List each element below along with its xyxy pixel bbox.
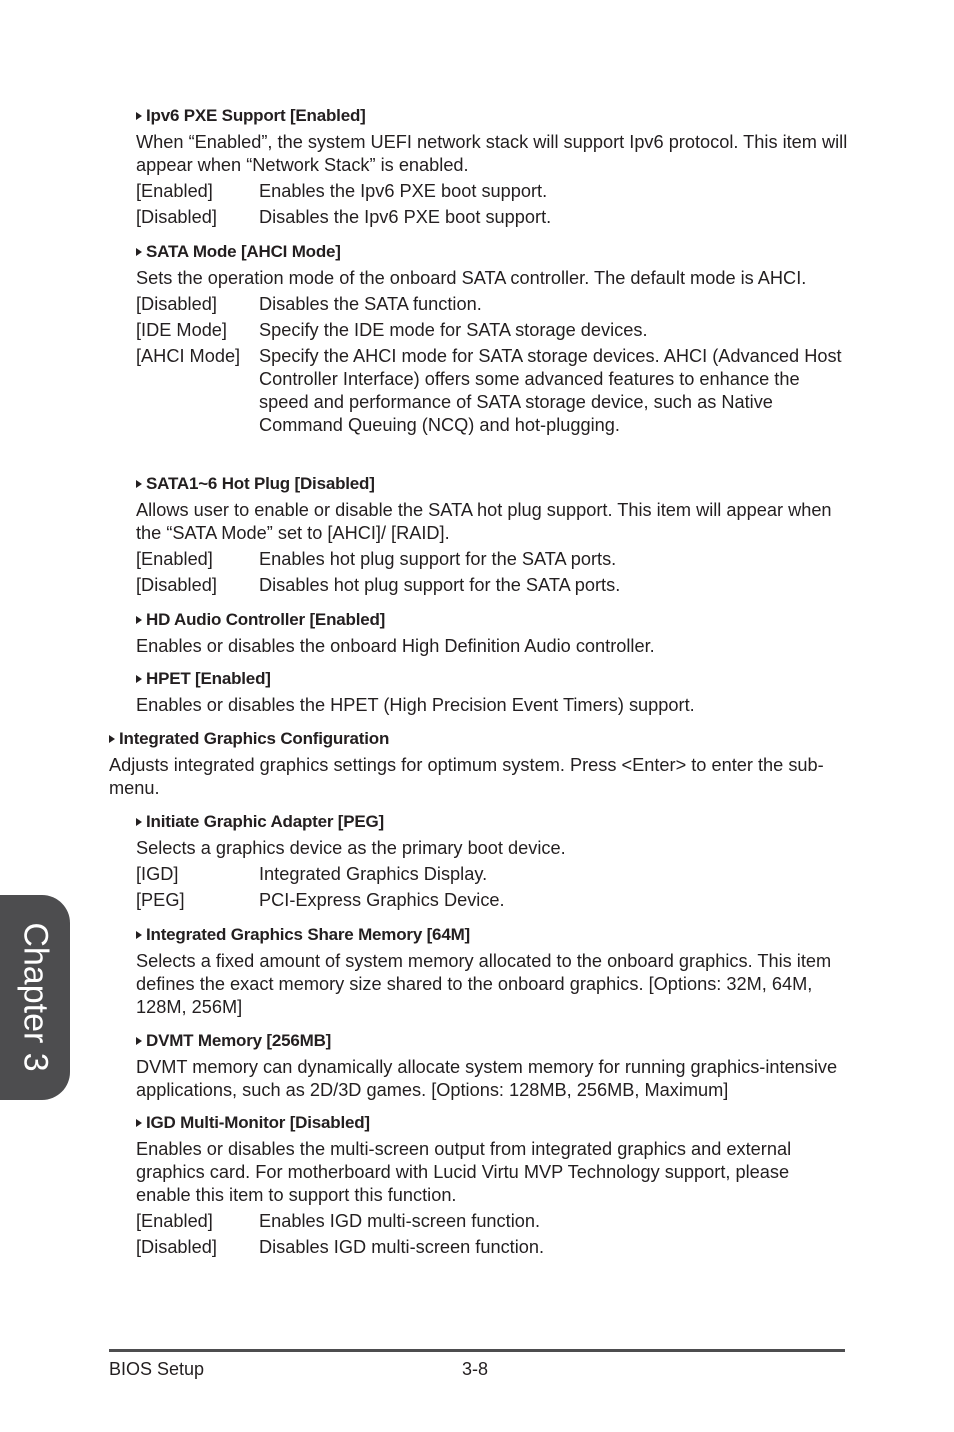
option-value: PCI-Express Graphics Device.	[259, 890, 505, 910]
option-row	[136, 206, 848, 229]
setting-description: Selects a graphics device as the primary boot device.	[136, 838, 566, 858]
bullet-triangle-icon	[136, 616, 142, 624]
setting-description: Enables or disables the onboard High Definition Audio controller.	[136, 636, 655, 656]
setting-heading-text: Initiate Graphic Adapter [PEG]	[146, 812, 385, 831]
option-row	[136, 863, 848, 886]
chapter-tab-label: Chapter 3	[16, 922, 55, 1072]
setting-description: Sets the operation mode of the onboard SATA controller. The default mode is AHCI.	[136, 268, 807, 288]
option-key: [Disabled]	[136, 294, 217, 314]
option-list	[136, 863, 848, 912]
bullet-triangle-icon	[136, 818, 142, 826]
setting-igd-multi-monitor	[136, 1112, 848, 1259]
setting-ipv6-pxe-support	[136, 105, 848, 229]
setting-heading-text: Integrated Graphics Share Memory [64M]	[146, 925, 470, 944]
option-list	[136, 293, 848, 437]
bullet-triangle-icon	[136, 1119, 142, 1127]
option-key: [Disabled]	[136, 207, 217, 227]
footer-divider	[109, 1349, 845, 1352]
setting-description: Enables or disables the HPET (High Precision Event Timers) support.	[136, 695, 695, 715]
option-value: Disables the SATA function.	[259, 294, 482, 314]
option-key: [PEG]	[136, 890, 185, 910]
setting-heading-text: SATA1~6 Hot Plug [Disabled]	[146, 474, 375, 493]
option-list	[136, 548, 848, 597]
option-value: Enables the Ipv6 PXE boot support.	[259, 181, 548, 201]
option-row	[136, 548, 848, 571]
option-row	[136, 345, 848, 437]
option-value: Enables IGD multi-screen function.	[259, 1211, 541, 1231]
setting-heading-text: Ipv6 PXE Support [Enabled]	[146, 106, 366, 125]
setting-description: Allows user to enable or disable the SATA hot plug support. This item will appear when the “SATA Mode” set to [AHCI]/ [RAID].	[136, 500, 832, 543]
setting-heading-text: SATA Mode [AHCI Mode]	[146, 242, 341, 261]
footer-page-number: 3-8	[462, 1359, 489, 1379]
chapter-side-tab	[0, 895, 70, 1100]
option-key: [Enabled]	[136, 181, 213, 201]
submenu-heading-text: Integrated Graphics Configuration	[119, 729, 390, 748]
setting-heading	[136, 668, 848, 690]
setting-dvmt-memory	[136, 1030, 848, 1102]
option-value: Disables the Ipv6 PXE boot support.	[259, 207, 552, 227]
option-row	[136, 180, 848, 203]
option-value: Integrated Graphics Display.	[259, 864, 488, 884]
setting-heading	[136, 1030, 848, 1052]
bullet-triangle-icon	[136, 931, 142, 939]
bullet-triangle-icon	[136, 1037, 142, 1045]
setting-heading	[136, 811, 848, 833]
setting-description: Selects a fixed amount of system memory allocated to the onboard graphics. This item defines the exact memory size shared to the onboard graphics. [Options: 32M, 64M, 128M, 256M]	[136, 951, 832, 1017]
option-row	[136, 319, 848, 342]
option-row	[136, 889, 848, 912]
option-list	[136, 180, 848, 229]
option-key: [IGD]	[136, 864, 179, 884]
setting-heading-text: IGD Multi-Monitor [Disabled]	[146, 1113, 370, 1132]
setting-sata-mode	[136, 241, 848, 437]
setting-heading	[136, 473, 848, 495]
option-key: [Disabled]	[136, 575, 217, 595]
option-row	[136, 293, 848, 316]
bullet-triangle-icon	[109, 735, 115, 743]
setting-heading	[136, 1112, 848, 1134]
setting-description: When “Enabled”, the system UEFI network stack will support Ipv6 protocol. This item will appear when “Network Stack” is enabled.	[136, 132, 848, 175]
setting-heading	[136, 924, 848, 946]
option-row	[136, 574, 848, 597]
submenu-description: Adjusts integrated graphics settings for optimum system. Press <Enter> to enter the sub-menu.	[109, 755, 824, 798]
setting-hpet	[136, 668, 848, 717]
option-key: [Disabled]	[136, 1237, 217, 1257]
option-value: Specify the AHCI mode for SATA storage devices. AHCI (Advanced Host Controller Interface) offers some advanced features to enhance the speed and performance of SATA storage device, such as Native Command Queuing (NCQ) and hot-plugging.	[259, 346, 842, 435]
setting-graphics-share-memory	[136, 924, 848, 1019]
option-row	[136, 1236, 848, 1259]
option-key: [Enabled]	[136, 549, 213, 569]
option-key: [Enabled]	[136, 1211, 213, 1231]
setting-heading	[136, 609, 848, 631]
bullet-triangle-icon	[136, 112, 142, 120]
option-value: Specify the IDE mode for SATA storage devices.	[259, 320, 648, 340]
setting-heading	[136, 105, 848, 127]
setting-description: Enables or disables the multi-screen output from integrated graphics and external graphics card. For motherboard with Lucid Virtu MVP Technology support, please enable this item to support this function.	[136, 1139, 792, 1205]
bullet-triangle-icon	[136, 248, 142, 256]
bullet-triangle-icon	[136, 675, 142, 683]
option-key: [AHCI Mode]	[136, 346, 241, 366]
setting-hd-audio-controller	[136, 609, 848, 658]
setting-heading	[136, 241, 848, 263]
option-value: Enables hot plug support for the SATA ports.	[259, 549, 617, 569]
setting-sata-hot-plug	[136, 473, 848, 597]
submenu-heading	[109, 728, 849, 750]
bullet-triangle-icon	[136, 480, 142, 488]
option-key: [IDE Mode]	[136, 320, 227, 340]
option-value: Disables hot plug support for the SATA ports.	[259, 575, 621, 595]
setting-heading-text: DVMT Memory [256MB]	[146, 1031, 332, 1050]
option-value: Disables IGD multi-screen function.	[259, 1237, 545, 1257]
setting-description: DVMT memory can dynamically allocate system memory for running graphics-intensive applications, such as 2D/3D games. [Options: 128MB, 256MB, Maximum]	[136, 1057, 838, 1100]
option-row	[136, 1210, 848, 1233]
setting-initiate-graphic-adapter	[136, 811, 848, 912]
footer-section-title: BIOS Setup	[109, 1359, 205, 1379]
setting-heading-text: HPET [Enabled]	[146, 669, 271, 688]
option-list	[136, 1210, 848, 1259]
setting-heading-text: HD Audio Controller [Enabled]	[146, 610, 386, 629]
submenu-integrated-graphics-configuration	[109, 728, 849, 800]
